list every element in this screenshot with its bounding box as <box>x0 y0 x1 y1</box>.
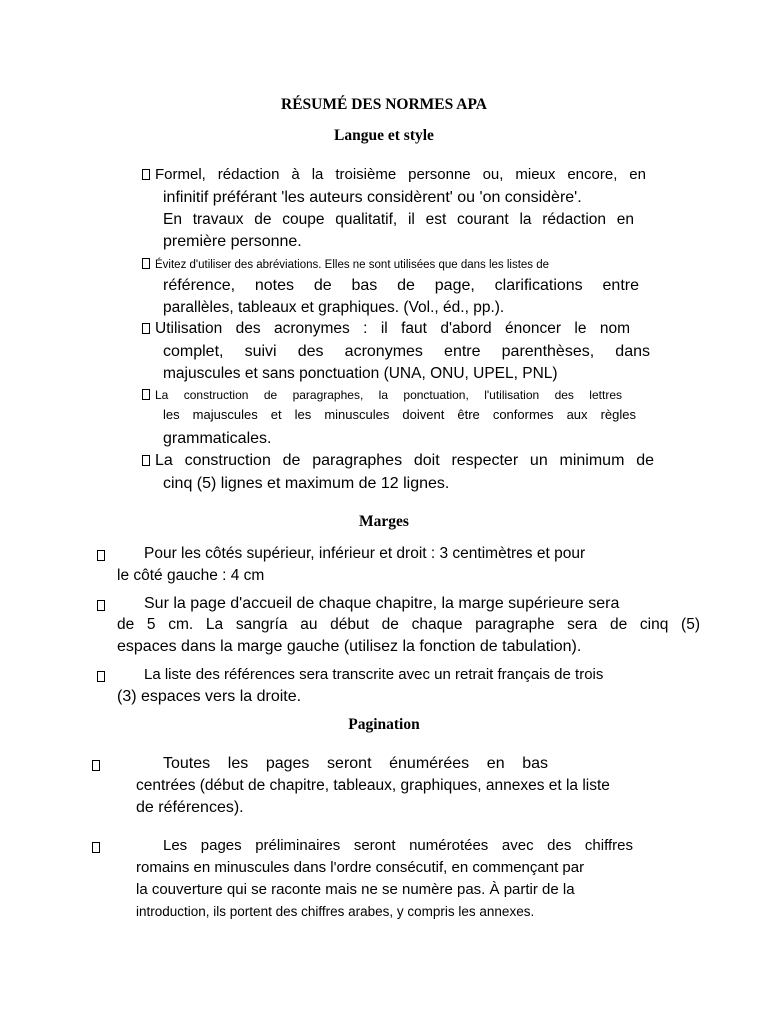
checkbox-bullet-icon <box>97 600 105 611</box>
list-item-line: La liste des références sera transcrite avec un retrait français de trois <box>144 666 604 683</box>
checkbox-bullet-icon <box>142 169 150 180</box>
list-item-line: majuscules et sans ponctuation (UNA, ONU, UPEL, PNL) <box>163 365 558 382</box>
checkbox-bullet-icon <box>142 455 150 466</box>
list-item-line: de références). <box>136 799 244 816</box>
list-item-line: Formel, rédaction à la troisième personne ou, mieux encore, en <box>142 166 646 183</box>
list-item-line: référence, notes de bas de page, clarifications entre <box>163 277 639 294</box>
checkbox-bullet-icon <box>97 671 105 682</box>
list-item-line: Toutes les pages seront énumérées en bas <box>163 755 548 772</box>
list-item-line: En travaux de coupe qualitatif, il est courant la rédaction en <box>163 211 634 228</box>
list-item-line: infinitif préférant 'les auteurs considèrent' ou 'on considère'. <box>163 189 582 206</box>
list-item-line: Utilisation des acronymes : il faut d'abord énoncer le nom <box>142 320 630 338</box>
list-item-line: cinq (5) lignes et maximum de 12 lignes. <box>163 475 450 492</box>
checkbox-bullet-icon <box>142 389 150 400</box>
checkbox-bullet-icon <box>142 258 150 269</box>
checkbox-bullet-icon <box>92 760 100 771</box>
checkbox-bullet-icon <box>97 550 105 561</box>
list-item-line: espaces dans la marge gauche (utilisez la fonction de tabulation). <box>117 638 582 655</box>
list-item-line: Sur la page d'accueil de chaque chapitre, la marge supérieure sera <box>144 595 620 612</box>
list-item-line: Les pages préliminaires seront numérotées avec des chiffres <box>163 837 633 854</box>
list-item-line: grammaticales. <box>163 430 272 447</box>
checkbox-bullet-icon <box>92 842 100 853</box>
list-item-line: centrées (début de chapitre, tableaux, graphiques, annexes et la liste <box>136 777 610 794</box>
list-item-line: (3) espaces vers la droite. <box>117 688 302 705</box>
section-heading-pagination: Pagination <box>348 716 420 733</box>
list-item-line: La construction de paragraphes, la ponctuation, l'utilisation des lettres <box>142 388 622 402</box>
section-heading-marges: Marges <box>359 513 409 530</box>
list-item-line: introduction, ils portent des chiffres arabes, y compris les annexes. <box>136 904 535 919</box>
list-item-line: Pour les côtés supérieur, inférieur et droit : 3 centimètres et pour <box>144 545 586 562</box>
checkbox-bullet-icon <box>142 323 150 334</box>
section-heading-langue-et-style: Langue et style <box>334 127 434 144</box>
list-item-line: complet, suivi des acronymes entre parenthèses, dans <box>163 343 650 360</box>
list-item-line: Évitez d'utiliser des abréviations. Elles ne sont utilisées que dans les listes de <box>142 258 549 271</box>
list-item-line: le côté gauche : 4 cm <box>117 567 265 584</box>
list-item-line: La construction de paragraphes doit respecter un minimum de <box>142 452 654 470</box>
document-title: RÉSUMÉ DES NORMES APA <box>281 96 487 113</box>
list-item-line: première personne. <box>163 233 302 250</box>
list-item-line: romains en minuscules dans l'ordre consécutif, en commençant par <box>136 859 585 876</box>
list-item-line: les majuscules et les minuscules doivent être conformes aux règles <box>163 407 636 422</box>
list-item-line: de 5 cm. La sangría au début de chaque paragraphe sera de cinq (5) <box>117 616 700 633</box>
list-item-line: parallèles, tableaux et graphiques. (Vol., éd., pp.). <box>163 299 505 316</box>
list-item-line: la couverture qui se raconte mais ne se numère pas. À partir de la <box>136 881 575 898</box>
